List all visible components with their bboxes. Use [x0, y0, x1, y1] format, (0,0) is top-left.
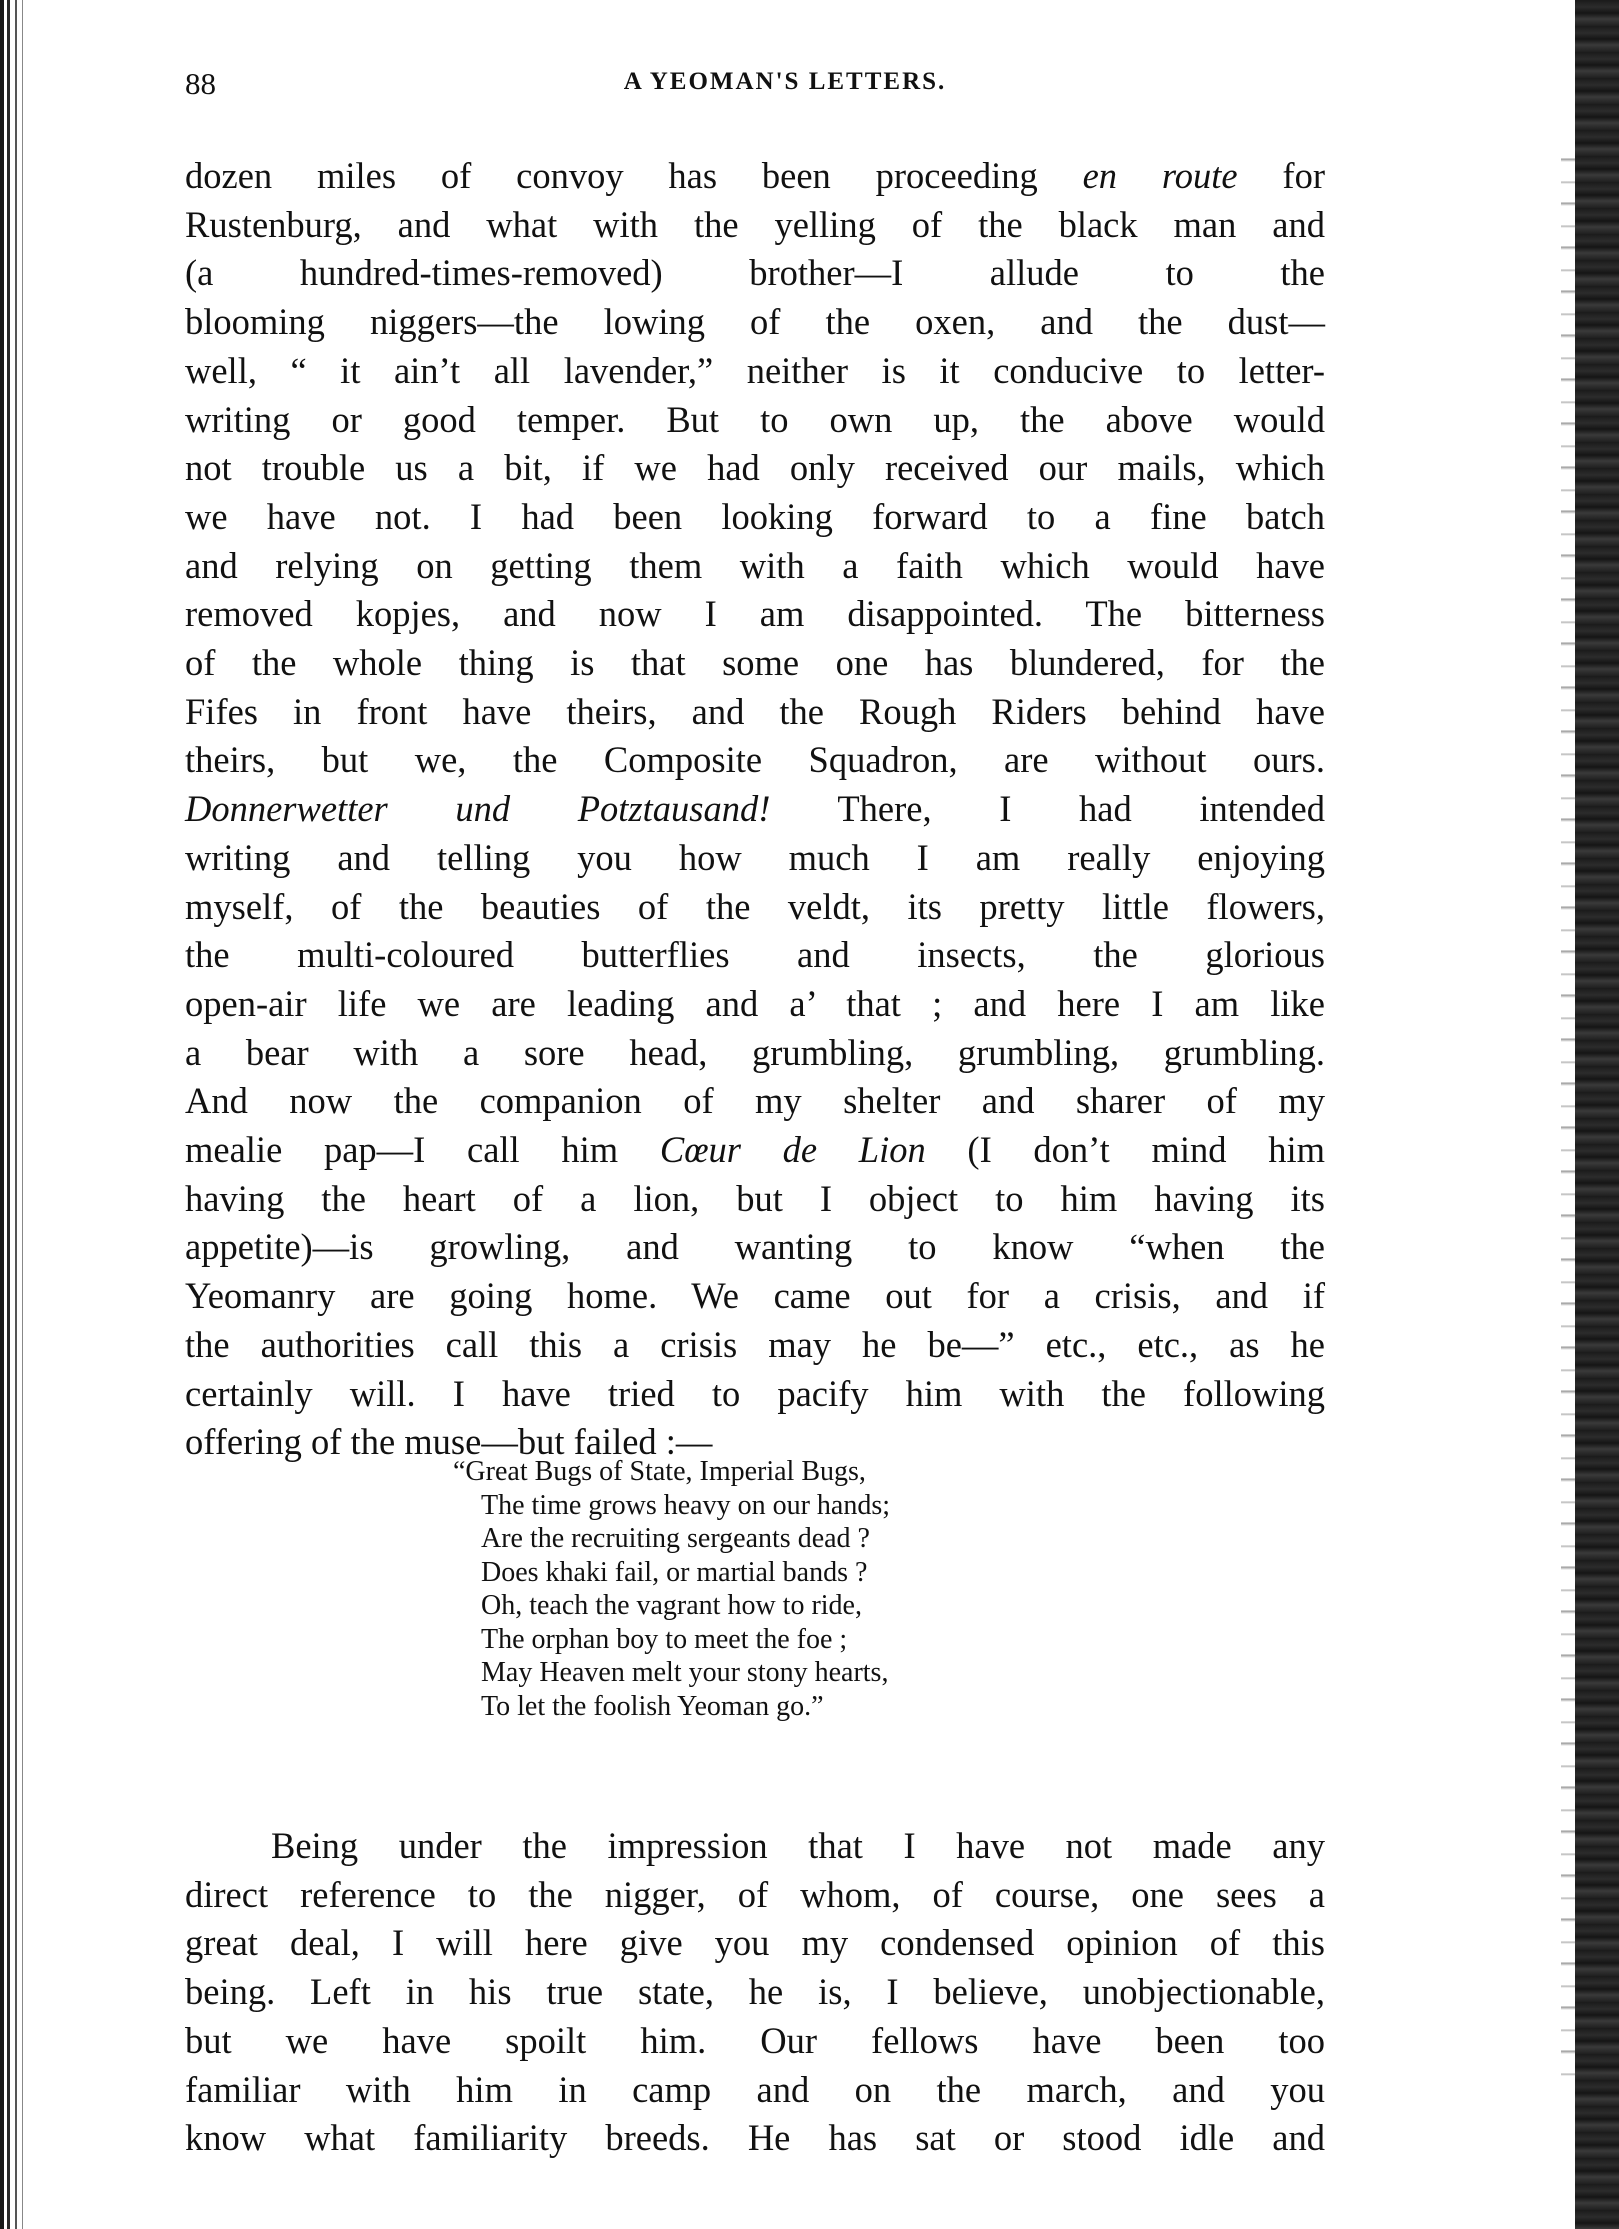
poem-line: Are the recruiting sergeants dead ? [481, 1523, 870, 1554]
text-line: writing or good temper. But to own up, the above would [185, 398, 1325, 440]
paragraph-2 [185, 1822, 1325, 2163]
poem-line: Oh, teach the vagrant how to ride, [481, 1590, 862, 1621]
book-page [185, 60, 1325, 2159]
text-line: certainly will. I have tried to pacify him with the following [185, 1372, 1325, 1414]
text-line: open-air life we are leading and a’ that ; and here I am like [185, 982, 1325, 1024]
text-line: removed kopjes, and now I am disappointed. The bitterness [185, 593, 1325, 635]
page-number: 88 [185, 66, 216, 101]
text-run: dozen miles of convoy has been proceeding [185, 155, 1083, 196]
text-line: but we have spoilt him. Our fellows have been too [185, 2019, 1325, 2061]
text-line: and relying on getting them with a faith which would have [185, 544, 1325, 586]
scan-binding-edge [0, 0, 30, 2229]
text-line: know what familiarity breeds. He has sat or stood idle and [185, 2117, 1325, 2159]
text-line: being. Left in his true state, he is, I believe, unobjectionable, [185, 1971, 1325, 2013]
text-line: myself, of the beauties of the veldt, its pretty little flowers, [185, 885, 1325, 927]
text-line: And now the companion of my shelter and sharer of my [185, 1080, 1325, 1122]
poem-line: Does khaki fail, or martial bands ? [481, 1556, 868, 1588]
text-line: theirs, but we, the Composite Squadron, are without ours. [185, 739, 1325, 781]
text-line: familiar with him in camp and on the march, and you [185, 2068, 1325, 2110]
text-line: the multi-coloured butterflies and insects, the glorious [185, 934, 1325, 976]
text-line: Rustenburg, and what with the yelling of the black man and [185, 203, 1325, 245]
text-line [185, 152, 1325, 201]
text-line: not trouble us a bit, if we had only received our mails, which [185, 447, 1325, 489]
text-line: Being under the impression that I have not made any [271, 1825, 1325, 1866]
italic-phrase: Cœur de Lion [659, 1129, 926, 1171]
text-line: of the whole thing is that some one has blundered, for the [185, 642, 1325, 684]
text-line: direct reference to the nigger, of whom, of course, one sees a [185, 1873, 1325, 1915]
text-line: Fifes in front have theirs, and the Rough Riders behind have [185, 690, 1325, 732]
text-run: (I don’t mind him [925, 1129, 1325, 1171]
running-head [185, 60, 1325, 110]
poem-line: To let the foolish Yeoman go.” [481, 1690, 824, 1722]
text-line: (a hundred-times-removed) brother—I allude to the [185, 252, 1325, 294]
text-line: we have not. I had been looking forward to a fine batch [185, 495, 1325, 537]
text-line: the authorities call this a crisis may he be—” etc., etc., as he [185, 1323, 1325, 1365]
text-line: offering of the muse—but failed :— [185, 1421, 713, 1463]
text-run: for [1237, 155, 1325, 196]
paragraph-1 [185, 152, 1325, 1467]
text-line: a bear with a sore head, grumbling, grumbling, grumbling. [185, 1031, 1325, 1073]
poem-line: “Great Bugs of State, Imperial Bugs, [453, 1456, 866, 1487]
poem-line: The time grows heavy on our hands; [481, 1489, 891, 1521]
poem-block [453, 1455, 890, 1723]
text-line: blooming niggers—the lowing of the oxen, and the dust— [185, 301, 1325, 343]
text-line [185, 785, 1325, 834]
text-line: having the heart of a lion, but I object to him having its [185, 1177, 1325, 1219]
text-run: There, I had intended [770, 788, 1325, 830]
text-line: writing and telling you how much I am really enjoying [185, 836, 1325, 878]
scan-page-edge [1559, 0, 1619, 2229]
text-run: mealie pap—I call him [185, 1129, 660, 1171]
text-line: great deal, I will here give you my condensed opinion of this [185, 1922, 1325, 1964]
scan-edge-speckle [1561, 140, 1575, 2090]
scan-edge-shadow [1575, 0, 1619, 2229]
text-line [185, 1126, 1325, 1175]
running-title: A YEOMAN'S LETTERS. [623, 68, 947, 95]
italic-phrase: en route [1082, 155, 1238, 196]
text-line: Yeomanry are going home. We came out for a crisis, and if [185, 1275, 1325, 1317]
poem-line: The orphan boy to meet the foe ; [481, 1623, 848, 1655]
text-line: appetite)—is growling, and wanting to know “when the [185, 1226, 1325, 1268]
poem-line: May Heaven melt your stony hearts, [481, 1657, 889, 1688]
italic-phrase: Donnerwetter und Potztausand! [185, 788, 771, 830]
text-line: well, “ it ain’t all lavender,” neither is it conducive to letter- [185, 349, 1325, 391]
